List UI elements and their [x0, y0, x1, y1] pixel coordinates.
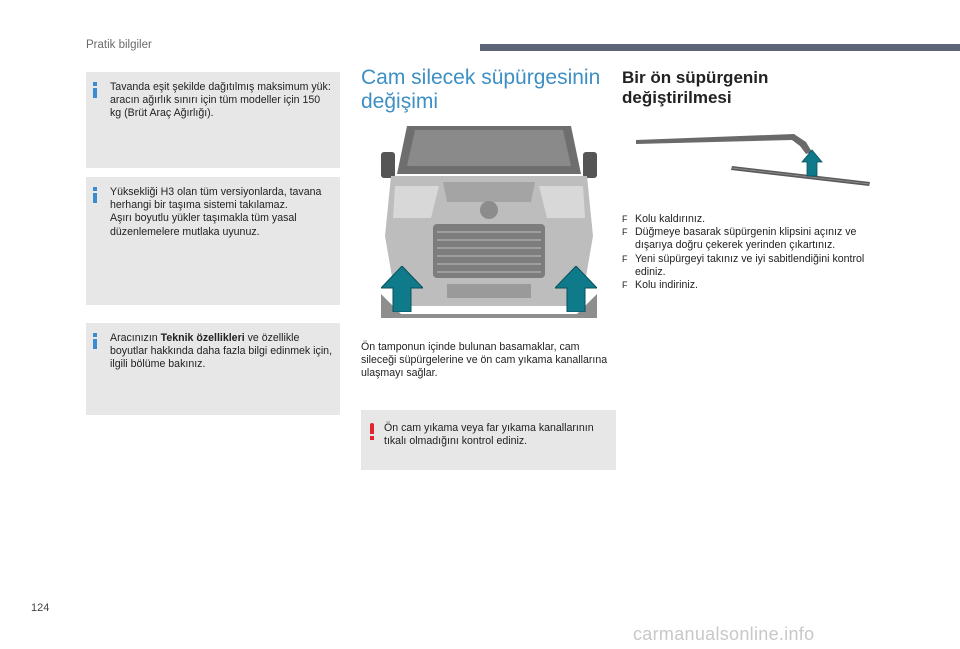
info-text — [110, 186, 332, 239]
info-line: Yüksekliği H3 olan tüm versiyonlarda, tavana herhangi bir taşıma sistemi takılamaz. — [110, 186, 322, 212]
info-text: Tavanda eşit şekilde dağıtılmış maksimum yük: aracın ağırlık sınırı için tüm modeller için 150 kg (Brüt Araç Ağırlığı). — [110, 81, 331, 120]
info-line: Aşırı boyutlu yükler taşımakla tüm yasal düzenlemelere mutlaka uyunuz. — [110, 212, 297, 238]
info-text-bold: Teknik özellikleri — [160, 332, 245, 344]
step-text: Kolu indiriniz. — [635, 279, 699, 292]
section-title-wiper-change: Cam silecek süpürgesinin değişimi — [361, 66, 601, 113]
step-item — [622, 253, 892, 279]
info-icon — [93, 333, 97, 349]
header-bar — [480, 44, 960, 51]
section-header: Pratik bilgiler — [86, 39, 152, 51]
info-text-after: ve özellikle boyutlar hakkında daha fazla bilgi edinmek için, ilgili bölüme bakınız. — [110, 332, 333, 371]
step-item — [622, 213, 892, 226]
info-icon — [93, 82, 97, 98]
info-box-roof-load — [86, 72, 340, 168]
up-arrow-icon — [381, 266, 423, 312]
step-list — [622, 213, 892, 292]
warning-box — [361, 410, 616, 470]
page-number: 124 — [31, 602, 50, 614]
warning-icon — [370, 423, 375, 440]
watermark[interactable]: carmanualsonline.info — [633, 624, 815, 644]
image-caption: Ön tamponun içinde bulunan basamaklar, cam sileceği süpürgelerine ve ön cam yıkama kanallarına ulaşmayı sağlar. — [361, 341, 608, 380]
info-text-before: Aracınızın — [110, 332, 161, 344]
step-item — [622, 279, 892, 292]
info-box-h3-version — [86, 177, 340, 305]
step-marker-icon: F — [622, 280, 628, 291]
step-text: Düğmeye basarak süpürgenin klipsini açınız ve dışarıya doğru çekerek yerinden çıkartınız. — [635, 226, 857, 252]
step-marker-icon: F — [622, 253, 628, 264]
step-text: Kolu kaldırınız. — [635, 213, 706, 225]
warning-text: Ön cam yıkama veya far yıkama kanallarının tıkalı olmadığını kontrol ediniz. — [384, 422, 594, 448]
wiper-blade-illustration — [634, 128, 876, 194]
step-marker-icon: F — [622, 227, 628, 238]
step-item — [622, 226, 892, 252]
info-box-specifications — [86, 323, 340, 415]
info-text — [110, 332, 332, 372]
info-icon — [93, 187, 97, 203]
section-title-front-wiper: Bir ön süpürgenin değiştirilmesi — [622, 68, 769, 107]
step-marker-icon: F — [622, 214, 628, 224]
up-arrow-icon — [555, 266, 597, 312]
step-text: Yeni süpürgeyi takınız ve iyi sabitlendiğini kontrol ediniz. — [635, 252, 865, 278]
